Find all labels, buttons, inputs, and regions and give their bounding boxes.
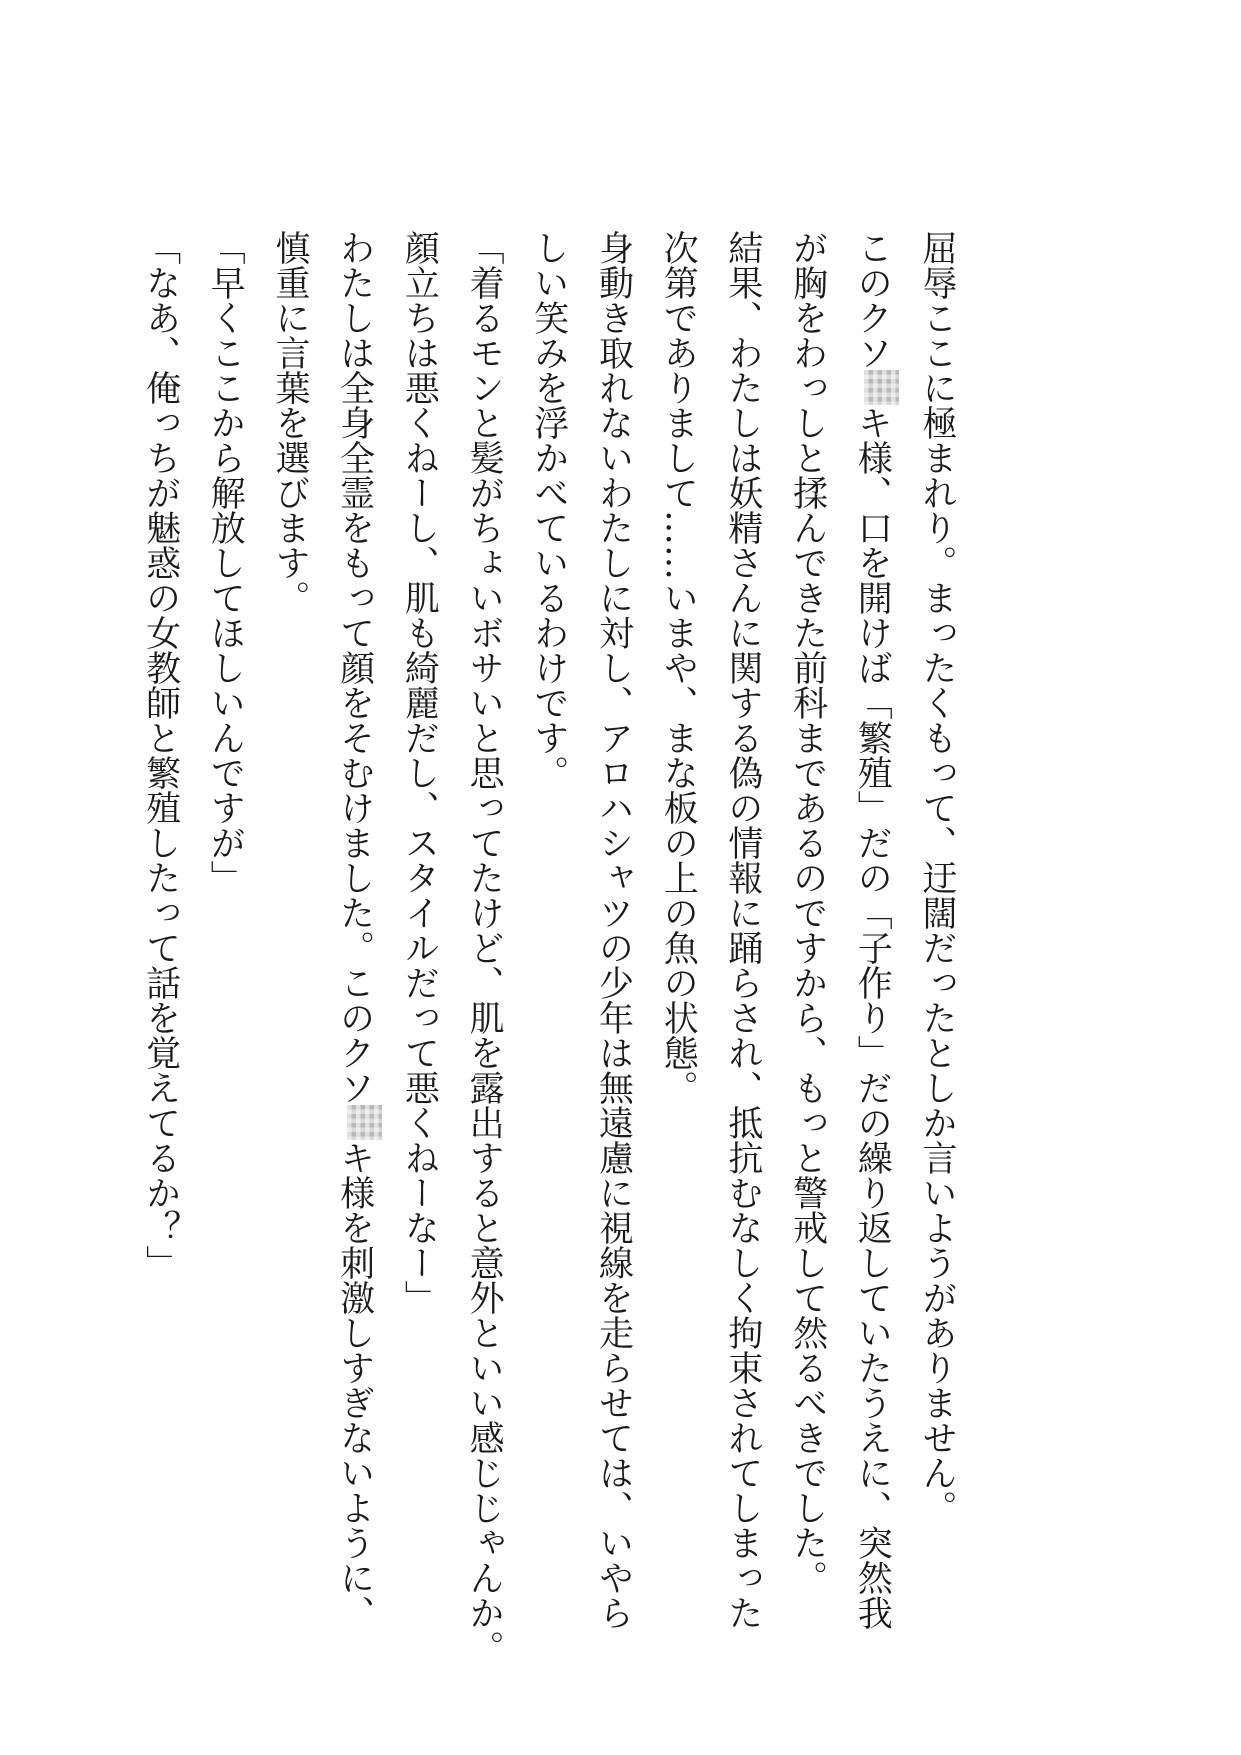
text-line-9: 顔立ちは悪くねーし、肌も綺麗だし、スタイルだって悪くねーなー」 (399, 230, 440, 1315)
text-line-7: しい笑みを浮かべているわけです。 (528, 230, 569, 790)
text-line-2 (840, 230, 905, 1630)
text-segment: このクソ (852, 230, 893, 370)
text-line-11: 慎重に言葉を選びます。 (269, 230, 310, 615)
text-line-13: 「なあ、俺っちが魅惑の女教師と繁殖したって話を覚えてるか？」 (140, 230, 181, 1280)
text-line-4: 結果、わたしは妖精さんに関する偽の情報に踊らされ、抵抗むなしく拘束されてしまった (722, 230, 763, 1630)
text-line-10 (322, 230, 387, 1630)
mosaic-censor-mark (347, 1105, 382, 1140)
text-line-6: 身動き取れないわたしに対し、アロハシャツの少年は無遠慮に視線を走らせては、いやら (593, 230, 634, 1630)
text-segment: キ様を刺激しすぎないように、 (334, 1140, 375, 1630)
text-segment: わたしは全身全霊をもって顔をそむけました。このクソ (334, 230, 375, 1105)
text-line-1: 屈辱ここに極まれり。まったくもって、迂闊だったとしか言いようがありません。 (917, 230, 957, 1525)
mosaic-censor-mark (864, 370, 899, 405)
vertical-body-text (128, 230, 969, 1665)
text-line-12: 「早くここから解放してほしいんですが」 (205, 230, 246, 895)
text-segment: キ様、口を開けば「繁殖」だの「子作り」だの繰り返していたうえに、突然我 (852, 405, 893, 1630)
text-line-5: 次第でありまして……いまや、まな板の上の魚の状態。 (658, 230, 699, 1105)
text-line-3: が胸をわっしと揉んできた前科まであるのですから、もっと警戒して然るべきでした。 (787, 230, 828, 1595)
text-line-8: 「着るモンと髪がちょいボサいと思ってたけど、肌を露出すると意外といい感じじゃんか。 (464, 230, 505, 1665)
